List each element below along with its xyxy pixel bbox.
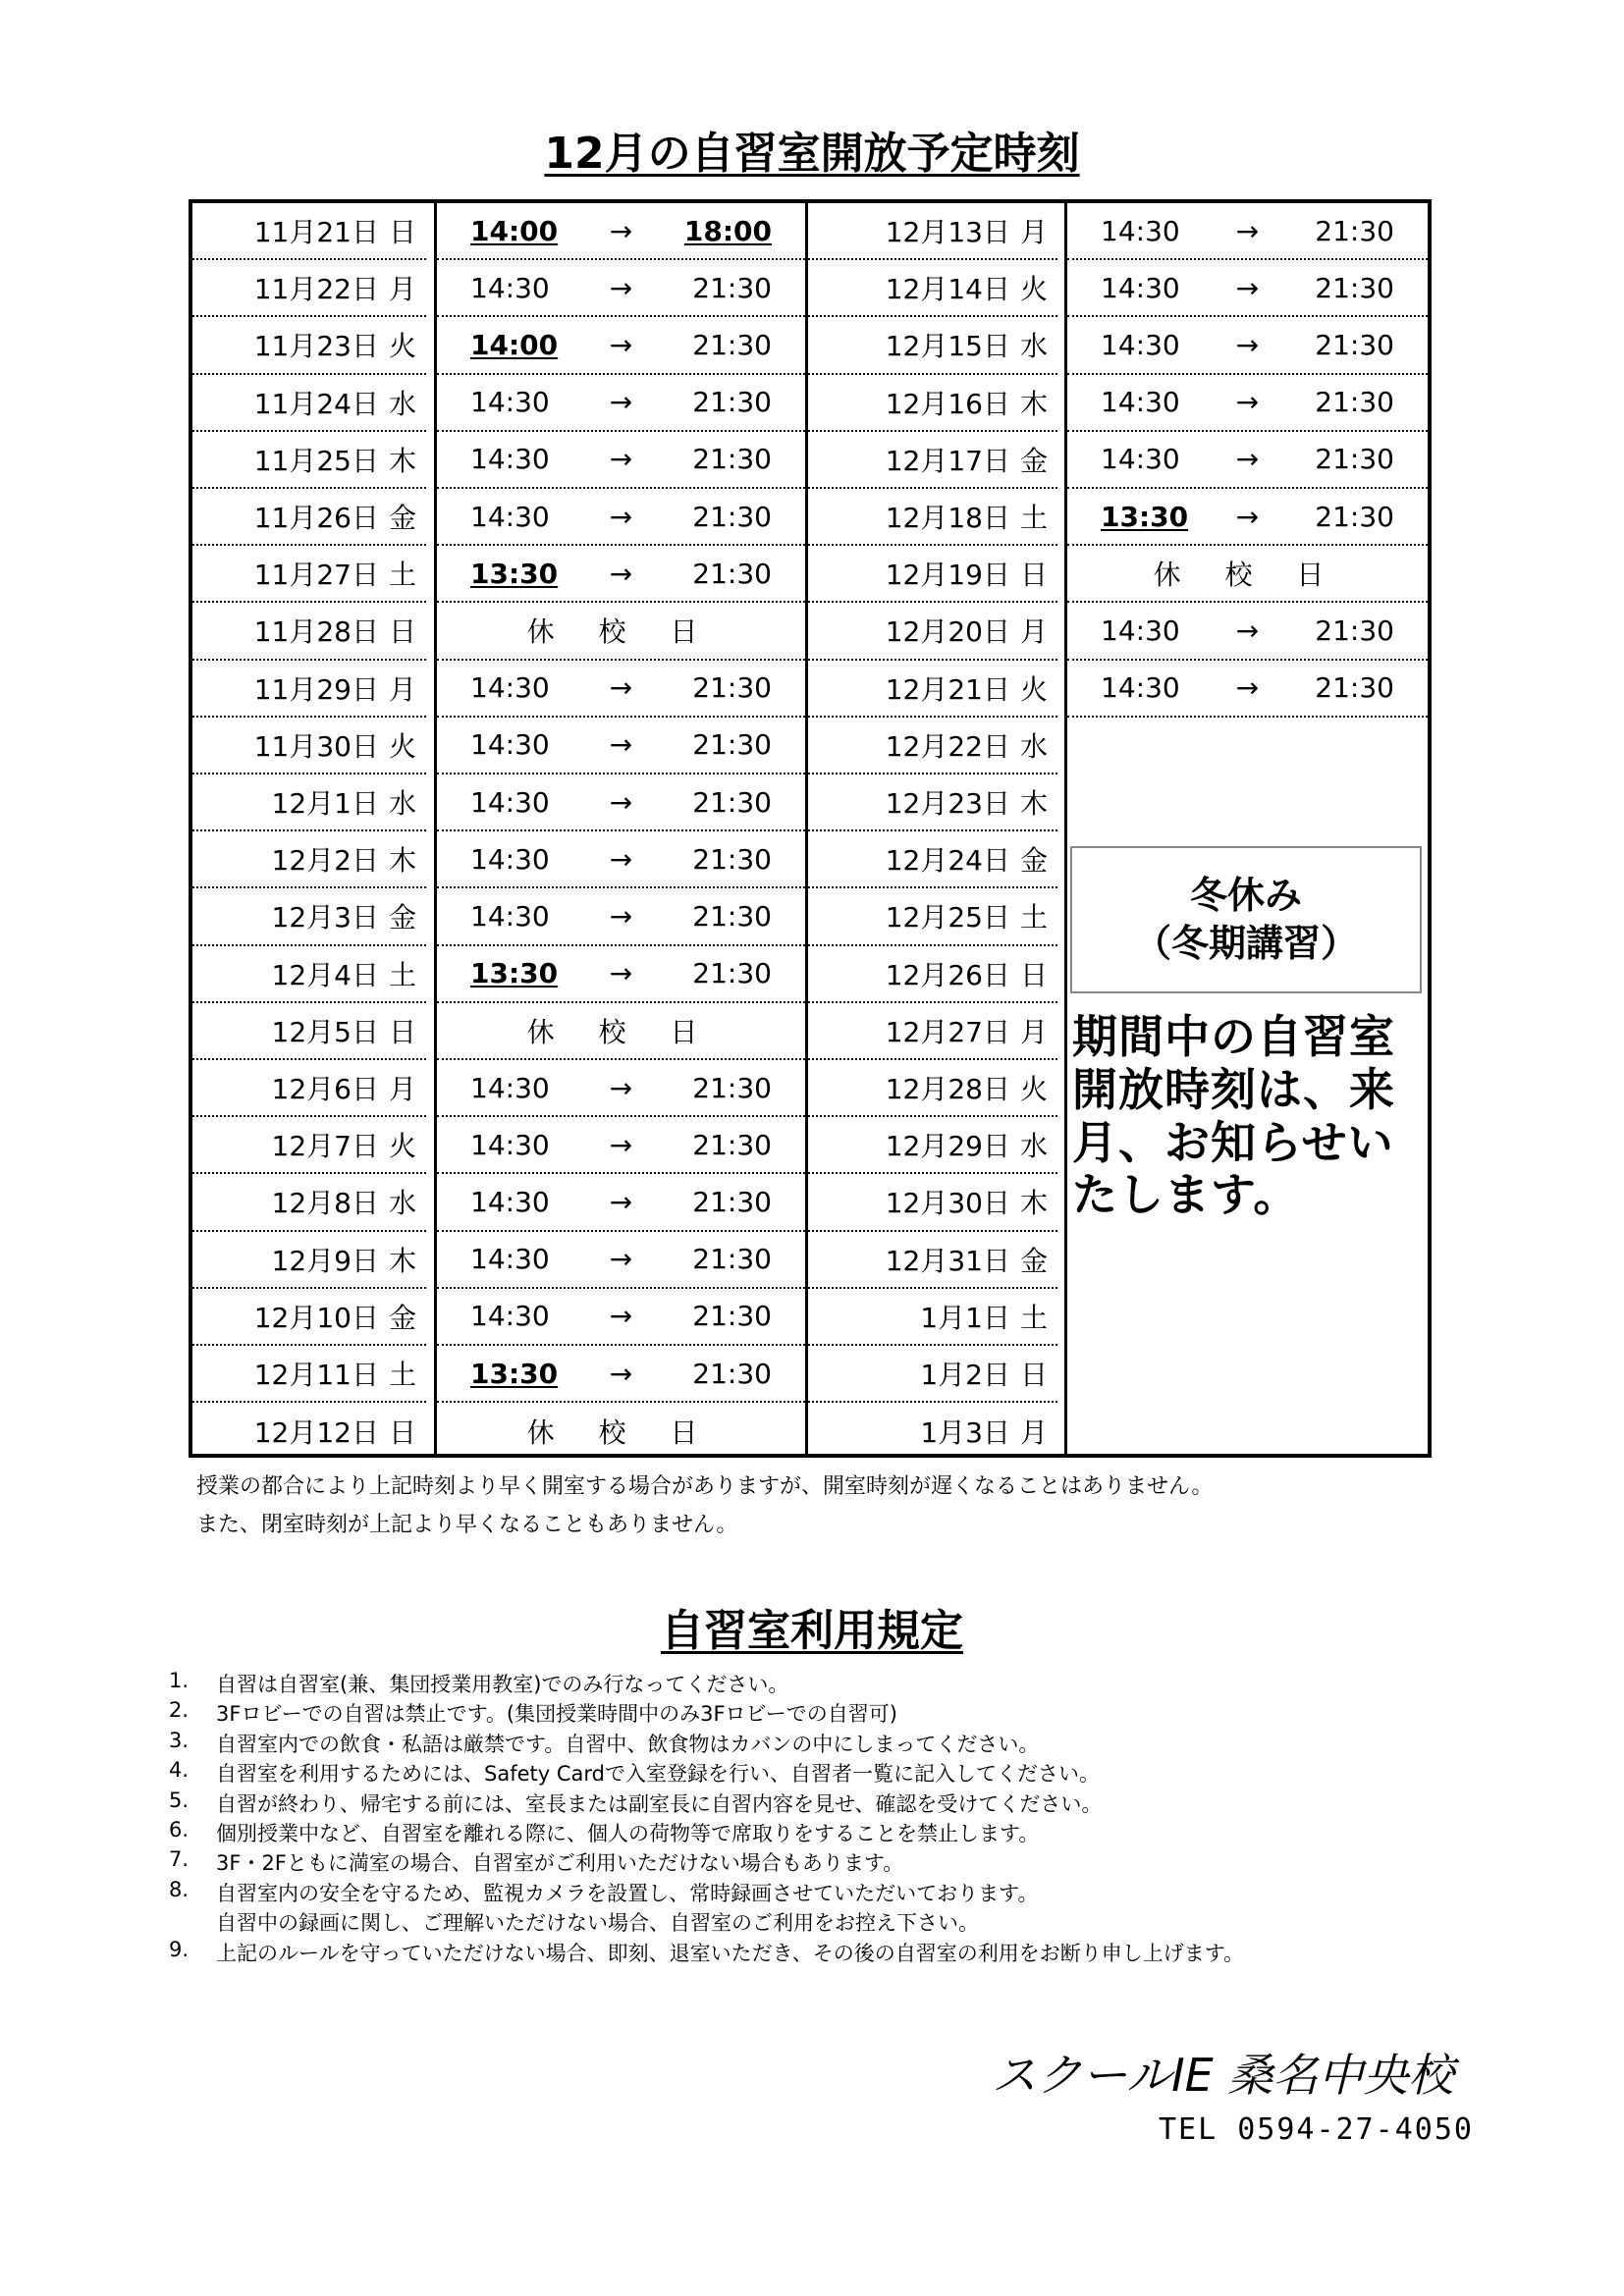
arrow-icon: → (609, 271, 633, 304)
date-label: 12月4日 (271, 958, 379, 991)
weekday-label: 火 (1019, 672, 1048, 706)
date-label: 11月25日 (253, 444, 379, 477)
date-label: 12月30日 (885, 1187, 1010, 1220)
weekday-label: 日 (1019, 559, 1048, 592)
date-label: 11月28日 (253, 615, 379, 649)
weekday-label: 木 (1019, 1187, 1048, 1220)
time-cell (437, 1289, 805, 1346)
weekday-label: 火 (1019, 273, 1048, 306)
rule-number: 5. (169, 1788, 189, 1812)
weekday-label: 水 (1019, 1130, 1048, 1163)
schedule-date (808, 1403, 1057, 1460)
date-label: 12月8日 (271, 1187, 379, 1220)
schedule-date (808, 774, 1057, 831)
rule-number: 7. (169, 1847, 189, 1872)
weekday-label: 金 (388, 901, 416, 934)
time-cell (437, 888, 805, 945)
close-time: 21:30 (1315, 671, 1394, 705)
weekday-label: 土 (388, 559, 416, 592)
time-cell (437, 546, 805, 603)
date-label: 11月22日 (253, 273, 379, 306)
close-time: 21:30 (1315, 328, 1394, 361)
open-time: 14:30 (1101, 443, 1180, 476)
time-cell (437, 489, 805, 546)
close-time: 21:30 (692, 728, 772, 762)
date-label: 11月24日 (253, 387, 379, 420)
winter-break-note: 期間中の自習室開放時刻は、来月、お知らせいたします。 (1072, 1010, 1395, 1222)
weekday-label: 水 (388, 387, 416, 420)
holiday-cell (437, 1003, 805, 1060)
time-cell (437, 317, 805, 374)
time-cell (1067, 260, 1428, 317)
time-cell (437, 260, 805, 317)
arrow-icon: → (609, 1357, 633, 1390)
close-time: 21:30 (1315, 614, 1394, 647)
schedule-date (808, 1174, 1057, 1231)
schedule-date (192, 546, 426, 603)
weekday-label: 月 (1019, 1015, 1048, 1048)
time-cell (437, 1117, 805, 1174)
close-time: 21:30 (692, 1071, 772, 1104)
date-label: 12月15日 (885, 330, 1010, 363)
schedule-date (192, 1289, 426, 1346)
open-time: 14:30 (1101, 386, 1180, 419)
school-name: スクールIE 桑名中央校 (992, 2049, 1454, 2102)
close-time: 21:30 (692, 671, 772, 705)
schedule-date (808, 831, 1057, 888)
time-cell (437, 1174, 805, 1231)
rule-text: 自習が終わり、帰宅する前には、室長または副室長に自習内容を見せ、確認を受けてください。 (216, 1791, 1103, 1816)
schedule-date (808, 1060, 1057, 1117)
date-label: 11月23日 (253, 330, 379, 363)
date-label: 12月27日 (885, 1015, 1010, 1048)
date-label: 12月1日 (271, 787, 379, 821)
schedule-date (808, 718, 1057, 774)
time-cell (437, 1232, 805, 1289)
time-cell (1067, 1403, 1428, 1460)
rule-number: 9. (169, 1937, 189, 1961)
time-cell (1067, 317, 1428, 374)
close-time: 21:30 (692, 500, 772, 533)
date-label: 12月12日 (253, 1416, 379, 1450)
open-time: 13:30 (470, 957, 559, 990)
rule-text: 自習は自習室(兼、集団授業用教室)でのみ行なってください。 (216, 1673, 789, 1696)
schedule-date (192, 489, 426, 546)
close-time: 21:30 (692, 957, 772, 990)
weekday-label: 木 (388, 1244, 416, 1277)
rule-number: 3. (169, 1728, 189, 1752)
close-time: 21:30 (692, 1185, 772, 1218)
schedule-date (192, 603, 426, 660)
schedule-date (808, 317, 1057, 374)
date-label: 12月11日 (253, 1359, 379, 1392)
weekday-label: 木 (388, 844, 416, 878)
date-label: 12月2日 (271, 844, 379, 878)
weekday-label: 日 (388, 1416, 416, 1450)
schedule-date (192, 831, 426, 888)
rule-item (169, 1938, 1244, 1967)
open-time: 14:30 (470, 386, 550, 419)
time-cell (437, 774, 805, 831)
close-time: 21:30 (692, 443, 772, 476)
weekday-label: 日 (388, 615, 416, 649)
close-time: 21:30 (692, 1357, 772, 1390)
schedule-date (192, 1346, 426, 1403)
date-label: 11月27日 (253, 559, 379, 592)
schedule-date (808, 1232, 1057, 1289)
open-time: 14:30 (470, 842, 550, 876)
close-time: 21:30 (692, 328, 772, 361)
time-cell (437, 375, 805, 432)
time-cell (437, 946, 805, 1003)
close-time: 21:30 (692, 1300, 772, 1333)
time-cell (437, 831, 805, 888)
weekday-label: 土 (1019, 901, 1048, 934)
close-time: 18:00 (683, 214, 772, 247)
weekday-label: 土 (388, 1359, 416, 1392)
schedule-note: 授業の都合により上記時刻より早く開室する場合がありますが、開室時刻が遅くなることはありません。 (196, 1474, 1214, 1499)
close-time: 21:30 (692, 842, 772, 876)
weekday-label: 水 (388, 1187, 416, 1220)
open-time: 14:00 (470, 214, 559, 247)
winter-break-title: 冬休み (1189, 873, 1302, 917)
schedule-date (192, 1232, 426, 1289)
open-time: 14:30 (470, 1300, 550, 1333)
time-cell (1067, 603, 1428, 660)
arrow-icon: → (609, 1071, 633, 1104)
arrow-icon: → (1235, 500, 1260, 533)
schedule-date (192, 1117, 426, 1174)
arrow-icon: → (609, 1243, 633, 1276)
schedule-date (192, 1403, 426, 1460)
rule-number: 4. (169, 1758, 189, 1783)
open-time: 14:30 (1101, 328, 1180, 361)
time-cell (1067, 718, 1428, 774)
winter-break-box (1070, 846, 1422, 993)
open-time: 14:30 (470, 500, 550, 533)
schedule-date (192, 774, 426, 831)
date-label: 11月30日 (253, 729, 379, 763)
date-label: 1月2日 (920, 1359, 1010, 1392)
arrow-icon: → (609, 1300, 633, 1333)
open-time: 14:30 (470, 1128, 550, 1161)
open-time: 14:30 (1101, 671, 1180, 705)
holiday-label: 休 校 日 (1153, 559, 1342, 592)
schedule-table (189, 199, 1432, 1458)
weekday-label: 月 (388, 1073, 416, 1106)
time-cell (1067, 375, 1428, 432)
arrow-icon: → (609, 500, 633, 533)
arrow-icon: → (609, 328, 633, 361)
rule-item (169, 1729, 1039, 1758)
close-time: 21:30 (692, 899, 772, 933)
schedule-date (808, 661, 1057, 718)
arrow-icon: → (609, 957, 633, 990)
date-label: 12月23日 (885, 787, 1010, 821)
rule-text: 自習中の録画に関し、ご理解いただけない場合、自習室のご利用をお控え下さい。 (216, 1911, 979, 1936)
arrow-icon: → (609, 785, 633, 819)
weekday-label: 日 (388, 1015, 416, 1048)
weekday-label: 火 (388, 330, 416, 363)
arrow-icon: → (609, 557, 633, 590)
date-label: 12月29日 (885, 1130, 1010, 1163)
close-time: 21:30 (692, 1243, 772, 1276)
date-label: 12月7日 (271, 1130, 379, 1163)
rule-text: 3F・2Fともに満室の場合、自習室がご利用いただけない場合もあります。 (216, 1851, 904, 1876)
arrow-icon: → (609, 443, 633, 476)
schedule-date (192, 1060, 426, 1117)
date-label: 12月5日 (271, 1015, 379, 1048)
open-time: 14:30 (1101, 271, 1180, 304)
weekday-label: 水 (1019, 729, 1048, 763)
time-cell (1067, 203, 1428, 260)
arrow-icon: → (1235, 614, 1260, 647)
holiday-label: 休 校 日 (526, 615, 716, 649)
open-time: 14:30 (470, 1185, 550, 1218)
weekday-label: 木 (388, 444, 416, 477)
close-time: 21:30 (1315, 386, 1394, 419)
date-label: 12月17日 (885, 444, 1010, 477)
date-label: 12月21日 (885, 672, 1010, 706)
time-cell (1067, 1289, 1428, 1346)
date-label: 12月13日 (885, 216, 1010, 249)
weekday-label: 水 (388, 787, 416, 821)
time-cell (1067, 1232, 1428, 1289)
open-time: 14:00 (470, 328, 559, 361)
open-time: 13:30 (470, 557, 559, 590)
close-time: 21:30 (1315, 443, 1394, 476)
date-label: 12月18日 (885, 502, 1010, 535)
close-time: 21:30 (692, 785, 772, 819)
schedule-date (808, 1003, 1057, 1060)
open-time: 14:30 (470, 271, 550, 304)
open-time: 14:30 (470, 1071, 550, 1104)
rule-item (169, 1847, 903, 1877)
date-label: 11月21日 (253, 216, 379, 249)
arrow-icon: → (609, 1128, 633, 1161)
time-cell (1067, 489, 1428, 546)
date-label: 12月25日 (885, 901, 1010, 934)
date-label: 11月29日 (253, 672, 379, 706)
time-cell (1067, 432, 1428, 489)
schedule-date (808, 946, 1057, 1003)
weekday-label: 土 (1019, 502, 1048, 535)
weekday-label: 月 (1019, 615, 1048, 649)
holiday-cell (1067, 546, 1428, 603)
date-label: 12月3日 (271, 901, 379, 934)
arrow-icon: → (609, 214, 633, 247)
weekday-label: 金 (1019, 844, 1048, 878)
time-cell (437, 203, 805, 260)
rule-item (169, 1758, 1100, 1788)
schedule-date (808, 203, 1057, 260)
schedule-date (808, 603, 1057, 660)
rule-item (169, 1878, 1038, 1907)
arrow-icon: → (1235, 671, 1260, 705)
rule-text: 上記のルールを守っていただけない場合、即刻、退室いただき、その後の自習室の利用をお断り申し上げます。 (216, 1941, 1245, 1965)
weekday-label: 火 (1019, 1073, 1048, 1106)
date-label: 12月14日 (885, 273, 1010, 306)
schedule-date (192, 317, 426, 374)
weekday-label: 木 (1019, 387, 1048, 420)
open-time: 14:30 (470, 443, 550, 476)
arrow-icon: → (609, 842, 633, 876)
weekday-label: 金 (388, 1301, 416, 1334)
weekday-label: 金 (1019, 1244, 1048, 1277)
open-time: 14:30 (470, 785, 550, 819)
arrow-icon: → (609, 1185, 633, 1218)
page-title: 12月の自習室開放予定時刻 (544, 129, 1080, 179)
arrow-icon: → (1235, 386, 1260, 419)
close-time: 21:30 (692, 386, 772, 419)
close-time: 21:30 (1315, 214, 1394, 247)
winter-break-subtitle: （冬期講習） (1133, 922, 1358, 965)
rule-number: 6. (169, 1818, 189, 1842)
rules-title: 自習室利用規定 (661, 1606, 963, 1656)
rule-text: 3Fロビーでの自習は禁止です。(集団授業時間中のみ3Fロビーでの自習可) (216, 1702, 897, 1727)
schedule-date (808, 1117, 1057, 1174)
holiday-cell (437, 603, 805, 660)
close-time: 21:30 (692, 271, 772, 304)
arrow-icon: → (609, 671, 633, 705)
schedule-date (192, 203, 426, 260)
schedule-date (808, 260, 1057, 317)
open-time: 14:30 (470, 728, 550, 762)
weekday-label: 火 (388, 729, 416, 763)
weekday-label: 土 (388, 958, 416, 991)
arrow-icon: → (609, 899, 633, 933)
weekday-label: 月 (1019, 216, 1048, 249)
open-time: 13:30 (470, 1357, 559, 1390)
date-label: 12月22日 (885, 729, 1010, 763)
time-cell (437, 1060, 805, 1117)
rule-number: 1. (169, 1669, 189, 1692)
weekday-label: 日 (1019, 958, 1048, 991)
rule-text: 個別授業中など、自習室を離れる際に、個人の荷物等で席取りをすることを禁止します。 (216, 1822, 1040, 1845)
schedule-date (192, 260, 426, 317)
time-cell (1067, 1346, 1428, 1403)
date-label: 12月31日 (885, 1244, 1010, 1277)
schedule-date (808, 375, 1057, 432)
rule-number: 2. (169, 1698, 189, 1723)
close-time: 21:30 (692, 557, 772, 590)
open-time: 14:30 (1101, 214, 1180, 247)
rule-number: 8. (169, 1877, 189, 1901)
date-label: 12月24日 (885, 844, 1010, 878)
schedule-date (192, 432, 426, 489)
open-time: 13:30 (1101, 500, 1189, 533)
schedule-date (808, 489, 1057, 546)
holiday-label: 休 校 日 (526, 1416, 716, 1450)
schedule-date (808, 1346, 1057, 1403)
rule-item (169, 1669, 788, 1698)
schedule-date (192, 718, 426, 774)
rule-text: 自習室内での飲食・私語は厳禁です。自習中、飲食物はカバンの中にしまってください。 (216, 1732, 1040, 1756)
date-label: 12月26日 (885, 958, 1010, 991)
rule-item (169, 1789, 1102, 1818)
schedule-note: また、閉室時刻が上記より早くなることもありません。 (196, 1513, 738, 1537)
date-label: 12月16日 (885, 387, 1010, 420)
schedule-date (192, 1174, 426, 1231)
school-phone: TEL 0594-27-4050 (1159, 2112, 1474, 2147)
schedule-date (192, 888, 426, 945)
date-label: 12月19日 (885, 559, 1010, 592)
date-label: 12月28日 (885, 1073, 1010, 1106)
open-time: 14:30 (1101, 614, 1180, 647)
arrow-icon: → (1235, 271, 1260, 304)
holiday-label: 休 校 日 (526, 1015, 716, 1048)
schedule-date (808, 1289, 1057, 1346)
open-time: 14:30 (470, 671, 550, 705)
weekday-label: 金 (1019, 444, 1048, 477)
date-label: 12月20日 (885, 615, 1010, 649)
schedule-date (192, 375, 426, 432)
schedule-date (808, 888, 1057, 945)
open-time: 14:30 (470, 1243, 550, 1276)
close-time: 21:30 (1315, 500, 1394, 533)
close-time: 21:30 (692, 1128, 772, 1161)
date-label: 12月9日 (271, 1244, 379, 1277)
weekday-label: 月 (388, 273, 416, 306)
arrow-icon: → (1235, 328, 1260, 361)
arrow-icon: → (1235, 443, 1260, 476)
time-cell (437, 661, 805, 718)
weekday-label: 木 (1019, 787, 1048, 821)
weekday-label: 金 (388, 502, 416, 535)
weekday-label: 土 (1019, 1301, 1048, 1334)
weekday-label: 日 (1019, 1359, 1048, 1392)
arrow-icon: → (1235, 214, 1260, 247)
date-label: 12月6日 (271, 1073, 379, 1106)
date-label: 1月3日 (920, 1416, 1010, 1450)
schedule-date (192, 946, 426, 1003)
open-time: 14:30 (470, 899, 550, 933)
schedule-date (192, 661, 426, 718)
weekday-label: 月 (1019, 1416, 1048, 1450)
schedule-date (808, 546, 1057, 603)
rule-item (169, 1698, 897, 1728)
rule-text: 自習室内の安全を守るため、監視カメラを設置し、常時録画させていただいております。 (216, 1881, 1039, 1905)
holiday-cell (437, 1403, 805, 1460)
weekday-label: 火 (388, 1130, 416, 1163)
time-cell (1067, 661, 1428, 718)
date-label: 12月10日 (253, 1301, 379, 1334)
time-cell (437, 432, 805, 489)
rule-item (169, 1818, 1039, 1847)
weekday-label: 月 (388, 672, 416, 706)
weekday-label: 水 (1019, 330, 1048, 363)
arrow-icon: → (609, 728, 633, 762)
time-cell (437, 1346, 805, 1403)
weekday-label: 日 (388, 216, 416, 249)
close-time: 21:30 (1315, 271, 1394, 304)
rule-text: 自習室を利用するためには、Safety Cardで入室登録を行い、自習者一覧に記入してください。 (216, 1762, 1100, 1787)
date-label: 11月26日 (253, 502, 379, 535)
schedule-date (192, 1003, 426, 1060)
time-cell (1067, 774, 1428, 831)
time-cell (437, 718, 805, 774)
date-label: 1月1日 (920, 1301, 1010, 1334)
arrow-icon: → (609, 386, 633, 419)
schedule-date (808, 432, 1057, 489)
